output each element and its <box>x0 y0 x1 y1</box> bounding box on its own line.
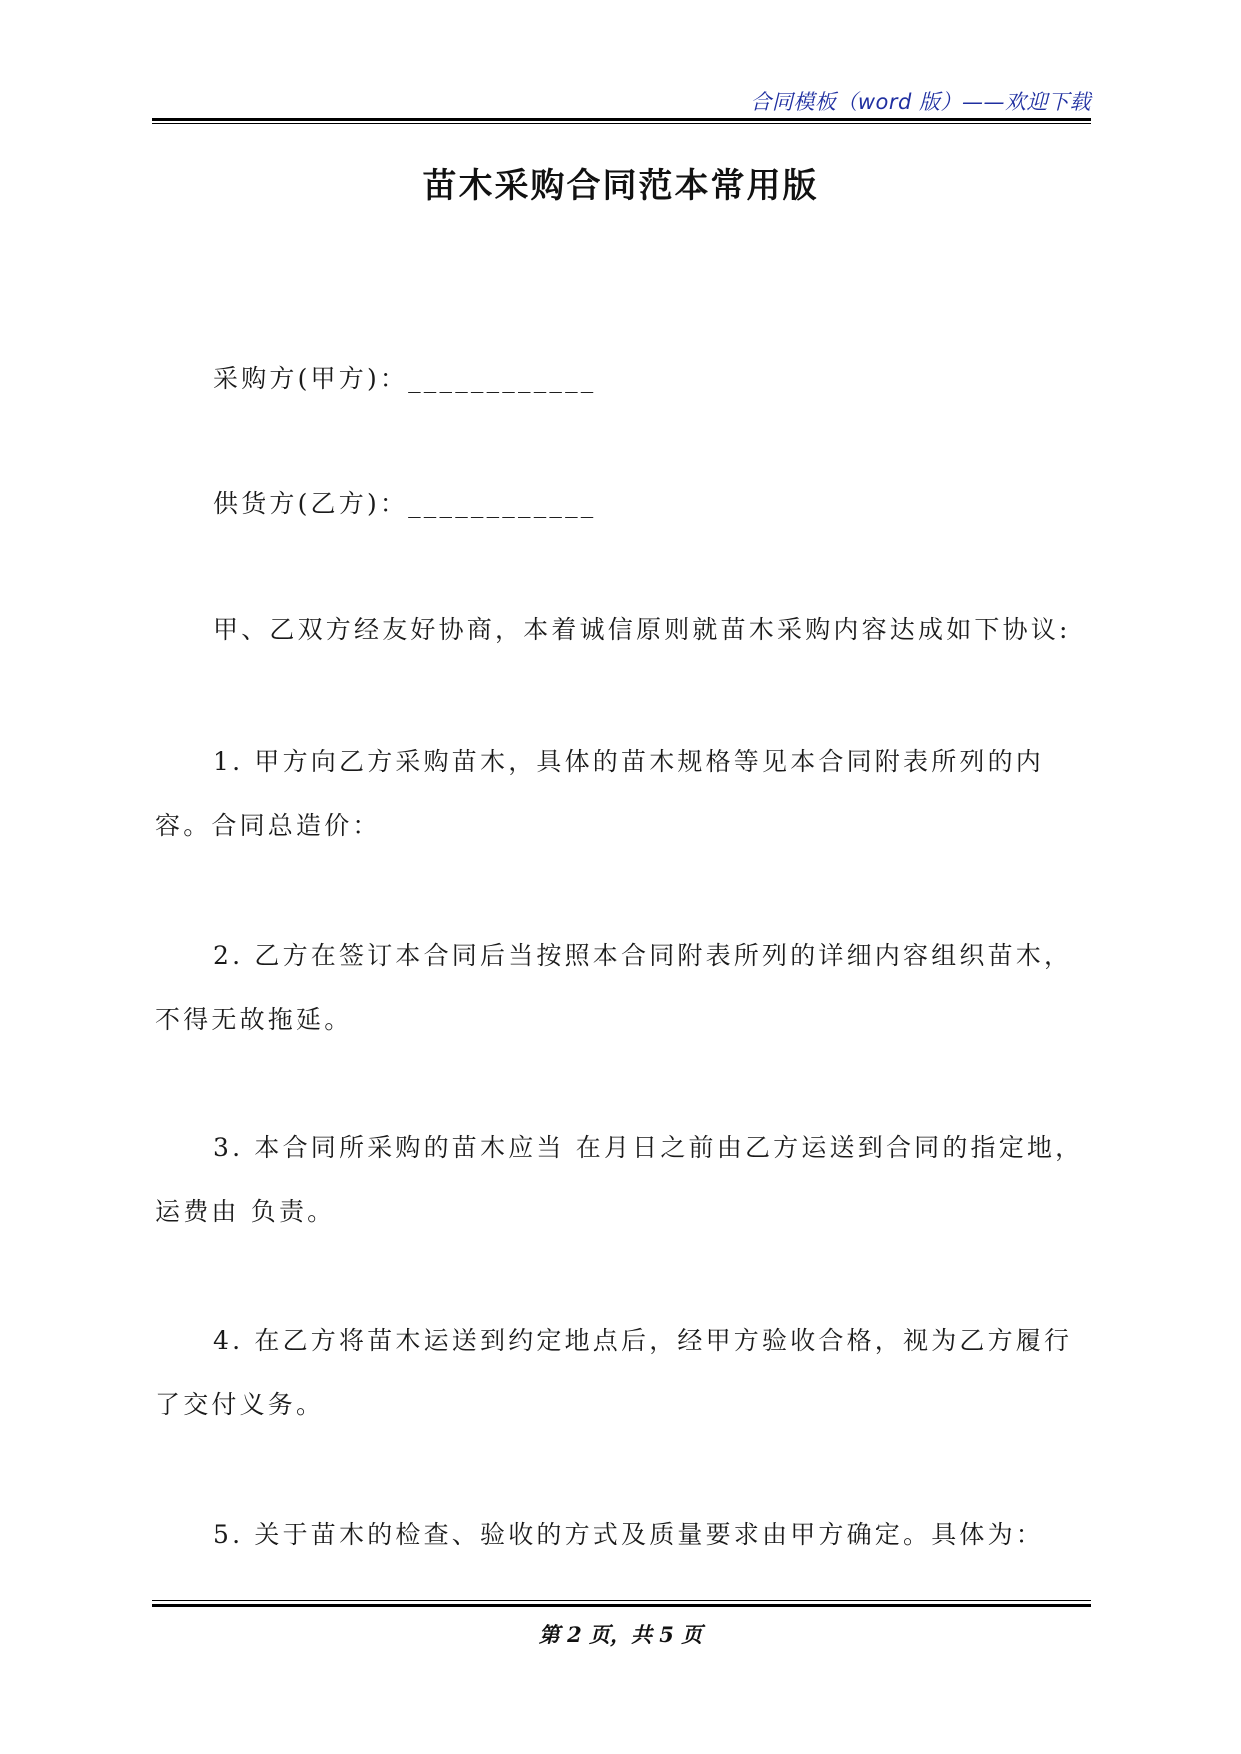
paragraph-clause-2: 2. 乙方在签订本合同后当按照本合同附表所列的详细内容组织苗木，不得无故拖延。 <box>155 941 1073 1034</box>
paragraph-intro: 甲、乙双方经友好协商，本着诚信原则就苗木采购内容达成如下协议: <box>213 615 1071 644</box>
paragraph-clause-1: 1. 甲方向乙方采购苗木，具体的苗木规格等见本合同附表所列的内容。合同总造价： <box>155 747 1045 840</box>
paragraph-clause-5: 5. 关于苗木的检查、验收的方式及质量要求由甲方确定。具体为： <box>213 1520 1045 1549</box>
footer-rule-thick <box>152 1604 1091 1607</box>
page-number: 第 2 页，共 5 页 <box>538 1622 703 1647</box>
paragraph-buyer: 采购方(甲方)：____________ <box>213 364 597 393</box>
footer-rule-thin <box>152 1600 1091 1601</box>
paragraph-supplier: 供货方(乙方)：____________ <box>213 489 597 518</box>
document-title: 苗木采购合同范本常用版 <box>422 166 819 206</box>
header-rule-thin <box>152 123 1091 124</box>
header-rule-thick <box>152 118 1091 121</box>
header-text: 合同模板（word 版）——欢迎下载 <box>750 90 1091 114</box>
paragraph-clause-3: 3. 本合同所采购的苗木应当 在月日之前由乙方运送到合同的指定地，运费由 负责。 <box>155 1133 1084 1226</box>
paragraph-clause-4: 4. 在乙方将苗木运送到约定地点后，经甲方验收合格，视为乙方履行了交付义务。 <box>155 1326 1073 1419</box>
